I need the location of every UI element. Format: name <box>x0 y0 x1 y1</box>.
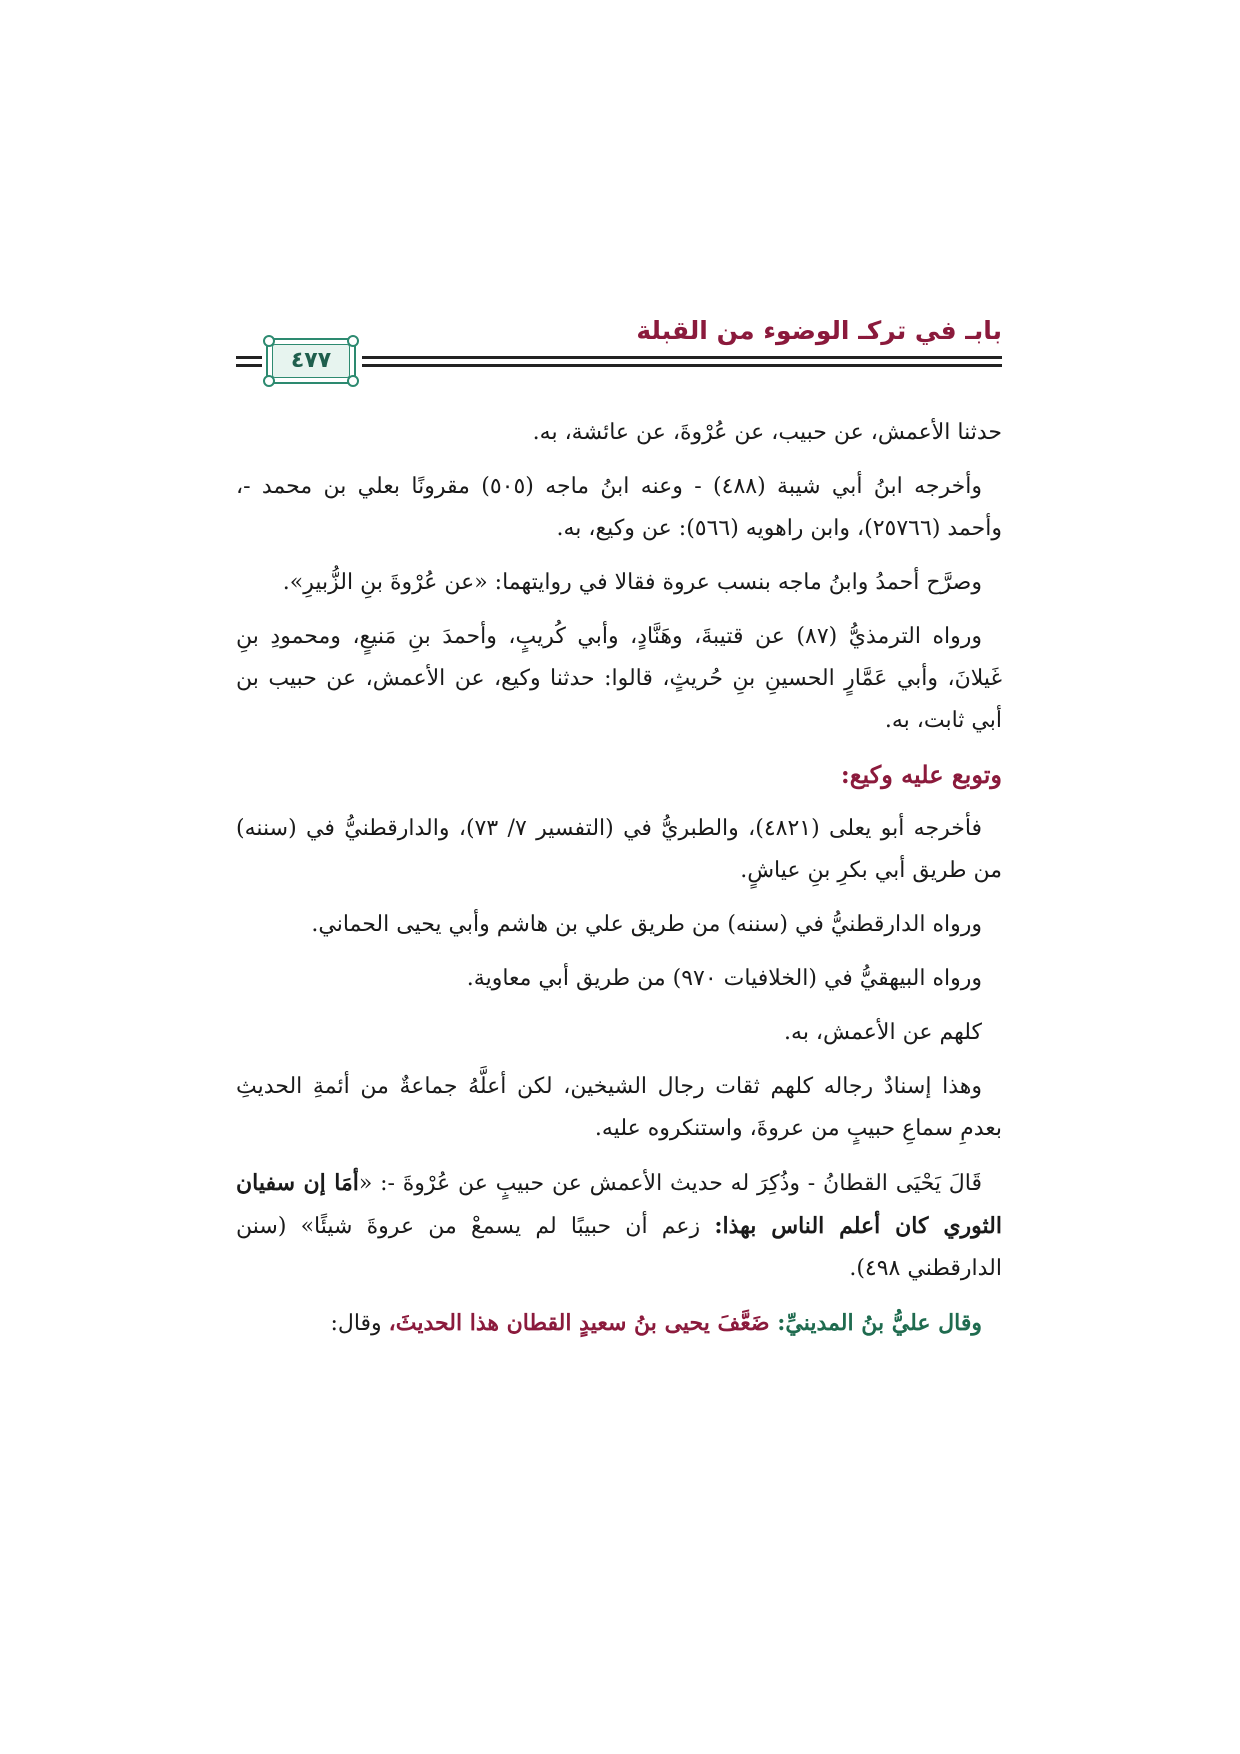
statement-tail: وقال: <box>330 1311 389 1336</box>
header-rule-bottom <box>362 364 1002 367</box>
paragraph-9: وهذا إسنادٌ رجاله كلهم ثقات رجال الشيخين، لكن أعلَّهُ جماعةٌ من أئمةِ الحديثِ بعدمِ سماعِ حبيبٍ من عروةَ، واستنكروه عليه. <box>236 1074 1002 1141</box>
page-header <box>236 310 1002 390</box>
paragraph-6: ورواه الدارقطنيُّ في (سننه) من طريق علي بن هاشم وأبي يحيى الحماني. <box>311 912 982 937</box>
ornament-corner-icon <box>263 375 275 387</box>
ornament-corner-icon <box>347 335 359 347</box>
paragraph-1: حدثنا الأعمش، عن حبيب، عن عُرْوةَ، عن عائشة، به. <box>532 420 1002 445</box>
ornament-corner-icon <box>347 375 359 387</box>
section-heading: وتوبع عليه وكيع: <box>840 760 1002 789</box>
page-number-badge <box>266 338 356 384</box>
header-rule-left-bottom <box>236 364 262 367</box>
paragraph-7: ورواه البيهقيُّ في (الخلافيات ٩٧٠) من طريق أبي معاوية. <box>466 966 982 991</box>
header-rule-top <box>362 356 1002 359</box>
highlighted-statement: ضَعَّفَ يحيى بنُ سعيدٍ القطان هذا الحديثَ، <box>388 1310 770 1336</box>
ornament-corner-icon <box>263 335 275 347</box>
quote-intro: قَالَ يَحْيَى القطانُ - وذُكِرَ له حديث الأعمش عن حبيبٍ عن عُرْوةَ -: « <box>358 1171 983 1196</box>
quote-rest: زعم أن حبيبًا لم يسمعْ من عروةَ شيئًا» (سنن الدارقطني ٤٩٨). <box>236 1214 1002 1281</box>
paragraph-8: كلهم عن الأعمش، به. <box>784 1020 982 1045</box>
paragraph-10 <box>236 1162 1002 1290</box>
quote-bold-text: أمَا إن سفيان الثوري كان أعلم الناس بهذا: <box>236 1170 1002 1239</box>
page-number: ٤٧٧ <box>290 348 332 373</box>
chapter-title: بابـ في تركـ الوضوء من القبلة <box>636 316 1002 345</box>
paragraph-2: وأخرجه ابنُ أبي شيبة (٤٨٨) - وعنه ابنُ ماجه (٥٠٥) مقرونًا بعلي بن محمد -، وأحمد (٢٥٧٦٦)، وابن راهويه (٥٦٦): عن وكيع، به. <box>236 474 1002 541</box>
paragraph-3: وصرَّح أحمدُ وابنُ ماجه بنسب عروة فقالا في روايتهما: «عن عُرْوةَ بنِ الزُّبيرِ». <box>282 570 982 595</box>
paragraph-5: فأخرجه أبو يعلى (٤٨٢١)، والطبريُّ في (التفسير ٧/ ٧٣)، والدارقطنيُّ في (سننه) من طريق أبي بكرِ بنِ عياشٍ. <box>236 816 1002 883</box>
paragraph-11 <box>236 1302 1002 1345</box>
header-rule-left-top <box>236 356 262 359</box>
page-body <box>236 412 1002 1357</box>
speaker-attribution: وقال عليُّ بنُ المدينيِّ: <box>769 1310 982 1336</box>
paragraph-4: ورواه الترمذيُّ (٨٧) عن قتيبةَ، وهَنَّادٍ، وأبي كُريبٍ، وأحمدَ بنِ مَنيعٍ، ومحمودِ بنِ غَيلانَ، وأبي عَمَّارٍ الحسينِ بنِ حُريثٍ، قالوا: حدثنا وكيع، عن الأعمش، عن حبيب بن أبي ثابت، به. <box>236 624 1002 733</box>
